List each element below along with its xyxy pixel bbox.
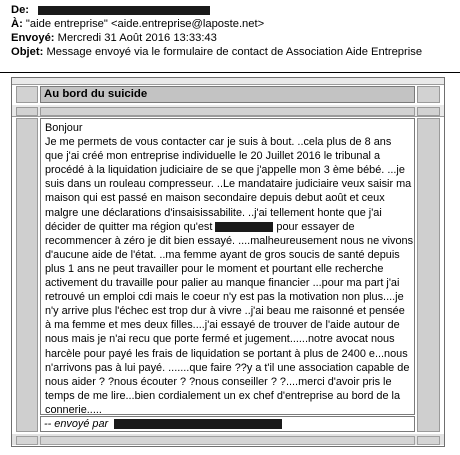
bottom-left-cell — [16, 436, 38, 445]
title-left-cell — [16, 86, 38, 103]
subject-label: Objet: — [11, 46, 44, 58]
bottom-center-cell — [40, 436, 415, 445]
greeting: Bonjour — [45, 122, 83, 134]
body-line: n'y arrive plus l'échec est trop dur à vivre ..j'ai beau me raisonné et pensée — [45, 305, 405, 318]
body-line: d'aucune aide de l'état. ..ma femme ayant de gros soucis de santé depuis — [45, 248, 400, 261]
sender-redaction — [114, 419, 282, 429]
right-side-column — [417, 118, 440, 432]
sent-value: Mercredi 31 Août 2016 13:33:43 — [57, 32, 217, 44]
message-footer-cell — [40, 416, 415, 432]
mid-right-cell — [417, 107, 440, 116]
body-line: suis dans un rouleau compresseur. ..Le mandataire judiciaire veux saisir ma — [45, 178, 412, 191]
sent-row — [11, 31, 217, 45]
body-line: nous mais je n'ai recu que porte fermé et jugement......notre avocat nous — [45, 333, 395, 346]
message-title-cell — [40, 86, 415, 103]
body-line-start: décider de quitter ma région qu'est — [45, 220, 213, 233]
mid-center-cell — [40, 107, 415, 116]
message-title: Au bord du suicide — [44, 88, 148, 100]
from-label: De: — [11, 4, 30, 16]
message-body — [45, 121, 414, 415]
body-line: plus 1 ans ne peut travailler pour le moment et pourtant elle recherche — [45, 262, 384, 275]
to-row — [11, 17, 264, 31]
body-line: connerie..... — [45, 403, 102, 415]
subject-value: Message envoyé via le formulaire de contact de Association Aide Entreprise — [46, 46, 423, 58]
mid-left-cell — [16, 107, 38, 116]
message-body-cell — [40, 118, 415, 415]
body-line: retrouvé un emploi cdi mais le coeur n'y est pas la motivation non plus....je — [45, 291, 404, 304]
footer-text — [44, 418, 282, 430]
body-line: malgre une déclarations d'insaisissabilite. ..j'ai tellement honte que j'ai — [45, 206, 382, 219]
bottom-right-cell — [417, 436, 440, 445]
top-frame-strip — [12, 78, 444, 85]
body-line: que j'ai créé mon entreprise individuelle le 20 Juillet 2016 le tribunal a — [45, 150, 381, 163]
message-table — [11, 77, 445, 447]
from-row — [11, 3, 210, 17]
body-line: à ma femme et mes deux filles....j'ai essayé de trouver de l'aide autour de — [45, 319, 400, 332]
sent-label: Envoyé: — [11, 32, 55, 44]
body-line: activement du travaille pour palier au manque financier ...pour ma part j'ai — [45, 277, 400, 290]
body-line: maison qui est passé en maison secondaire depuis debut août et ceux — [45, 192, 385, 205]
body-line: Je me permets de vous contacter car je suis à bout. ..cela plus de 8 ans — [45, 136, 392, 149]
footer-prefix: -- envoyé par — [44, 418, 109, 430]
body-line: recommencer à zéro je dit bien essayé. ....malheureusement nous ne vivons — [45, 234, 414, 247]
location-redaction — [215, 222, 273, 232]
to-value[interactable]: "aide entreprise" <aide.entreprise@laposte.net> — [25, 18, 265, 30]
left-side-column — [16, 118, 38, 432]
body-line: procédé à la liquidation judiciaire de se que j'appelle mon 3 ème bébé. ...je — [45, 164, 405, 177]
to-label: À: — [11, 18, 23, 30]
body-line-end: pour essayer de — [276, 220, 355, 233]
body-line: nous aider ? ?nous écouter ? ?nous conseiller ? ?....merci d'avoir pris le — [45, 375, 392, 388]
body-line-redacted — [45, 220, 411, 234]
body-line: harcèle pour payé les frais de liquidation se portant à plus de 2400 e...nous — [45, 347, 408, 360]
body-line: temps de me lire...bien cordialement un ex chef d'entreprise au bord de la — [45, 389, 401, 402]
email-header — [0, 0, 460, 73]
from-redaction — [38, 6, 210, 15]
body-line: n'arrivons pas à lui payé. .......que faire ??y a t'il une association capable de — [45, 361, 410, 374]
subject-row — [11, 45, 422, 59]
title-right-cell — [417, 86, 440, 103]
